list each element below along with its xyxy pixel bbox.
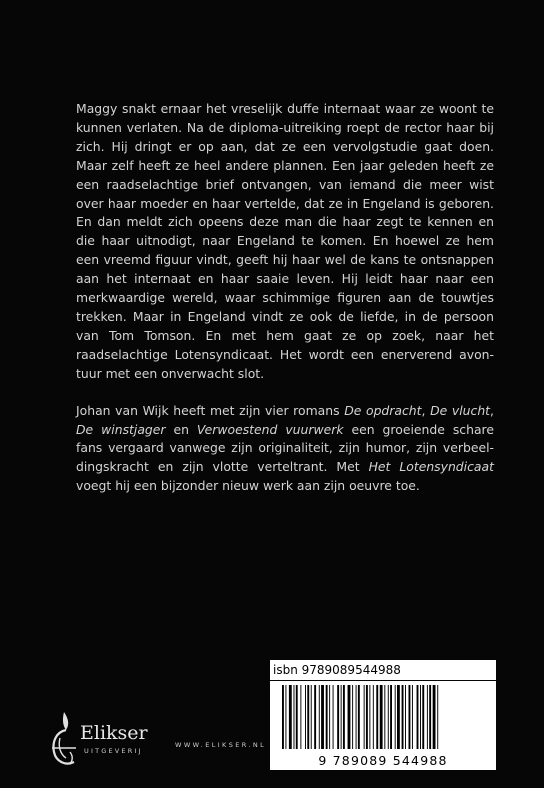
- barcode-bar: [296, 685, 298, 749]
- author-text: een groeiende schare fans vergaard vanwege zijn originaliteit, zijn humor, zijn verbeeldingskracht en zijn vlotte verteltrant. Met: [76, 421, 494, 475]
- barcode-bar: [343, 685, 345, 749]
- barcode-bar: [427, 685, 428, 749]
- barcode-bar: [376, 685, 378, 749]
- barcode-bar: [358, 685, 360, 749]
- barcode-bar: [388, 685, 389, 749]
- publisher-website: WWW.ELIKSER.NL: [175, 741, 267, 749]
- isbn-label: isbn 9789089544988: [270, 660, 496, 680]
- barcode-bar: [429, 685, 431, 749]
- barcode-bar: [333, 685, 334, 749]
- barcode-bar: [329, 685, 330, 749]
- book-title-2: De vlucht: [430, 402, 491, 418]
- barcode-bar: [437, 685, 438, 749]
- barcode-bar: [311, 685, 312, 749]
- barcode-box: [270, 681, 496, 770]
- barcode-bar: [314, 685, 316, 749]
- publisher-subtitle: UITGEVERIJ: [84, 747, 143, 755]
- barcode-bar: [433, 685, 436, 749]
- separator-text: ,: [490, 402, 494, 418]
- barcode-bar: [417, 685, 419, 749]
- author-paragraph: [76, 402, 494, 497]
- barcode-bar: [369, 685, 370, 749]
- barcode-bar: [373, 685, 374, 749]
- barcode-bar: [395, 685, 396, 749]
- barcode-bar: [380, 685, 383, 749]
- barcode-bar: [366, 685, 368, 749]
- barcode-bar: [352, 685, 353, 749]
- book-title-3: De winstjager: [76, 421, 166, 437]
- publisher-logo: [46, 708, 176, 768]
- barcode-bar: [305, 685, 306, 749]
- publisher-name: Elikser: [80, 722, 148, 744]
- book-title-5: Het Lotensyndicaat: [368, 459, 494, 475]
- separator-text: en: [165, 421, 197, 437]
- back-cover-blurb: [76, 100, 494, 514]
- barcode-bar: [384, 685, 385, 749]
- barcode-bar: [319, 685, 320, 749]
- barcode-bar: [409, 685, 411, 749]
- barcode-bar: [294, 685, 295, 749]
- barcode-bar: [282, 685, 284, 749]
- book-title-1: De opdracht: [344, 402, 422, 418]
- barcode-bar: [402, 685, 404, 749]
- separator-text: ,: [421, 402, 431, 418]
- barcode-bar: [422, 685, 424, 749]
- quill-logo-icon: [46, 708, 82, 770]
- barcode-bar: [420, 685, 421, 749]
- synopsis-paragraph: Maggy snakt ernaar het vreselijk duffe internaat waar ze woont te kunnen verlaten. Na de diploma-uitreiking roept de rector haar bij zich. Hij dringt er op aan, dat ze een vervolgstudie gaat doen. Maar zelf heeft ze heel andere plannen. Een jaar geleden heeft ze een raadselachtige brief ontvangen, van iemand die meer wist over haar moeder en haar vertelde, dat ze in Engeland is geboren. En dan meldt zich opeens deze man die haar zegt te kennen en die haar uitnodigt, naar Engeland te komen. En hoewel ze hem een vreemd figuur vindt, geeft hij haar wel de kans te ontsnappen aan het internaat en haar saaie leven. Hij leidt haar naar een merkwaardige wereld, waar schimmige figuren aan de touwtjes trekken. Maar in Engeland vindt ze ook de liefde, in de persoon van Tom Tomson. En met hem gaat ze op zoek, naar het raadselachtige Lotensyndicaat. Het wordt een enerverend avontuur met een onverwacht slot.: [76, 101, 494, 381]
- barcode-bar: [289, 685, 292, 749]
- isbn-barcode: [270, 660, 496, 770]
- barcode-bar: [321, 685, 324, 749]
- barcode-bar: [337, 685, 339, 749]
- barcode-bar: [397, 685, 400, 749]
- author-text: voegt hij een bijzonder nieuw werk aan zijn oeuvre toe.: [76, 478, 420, 494]
- barcode-digits: 9 789089 544988: [318, 753, 448, 768]
- barcode-bar: [341, 685, 342, 749]
- barcode-bar: [405, 685, 406, 749]
- barcode-bar: [356, 685, 357, 749]
- barcode-bars: [280, 685, 486, 749]
- barcode-bar: [300, 685, 301, 749]
- book-title-4: Verwoestend vuurwerk: [196, 421, 344, 437]
- barcode-bar: [348, 685, 351, 749]
- barcode-bar: [285, 685, 286, 749]
- barcode-bar: [307, 685, 309, 749]
- barcode-bar: [390, 685, 392, 749]
- barcode-bar: [364, 685, 365, 749]
- barcode-bar: [326, 685, 328, 749]
- barcode-bar: [412, 685, 413, 749]
- author-text: Johan van Wijk heeft met zijn vier romans: [76, 402, 345, 418]
